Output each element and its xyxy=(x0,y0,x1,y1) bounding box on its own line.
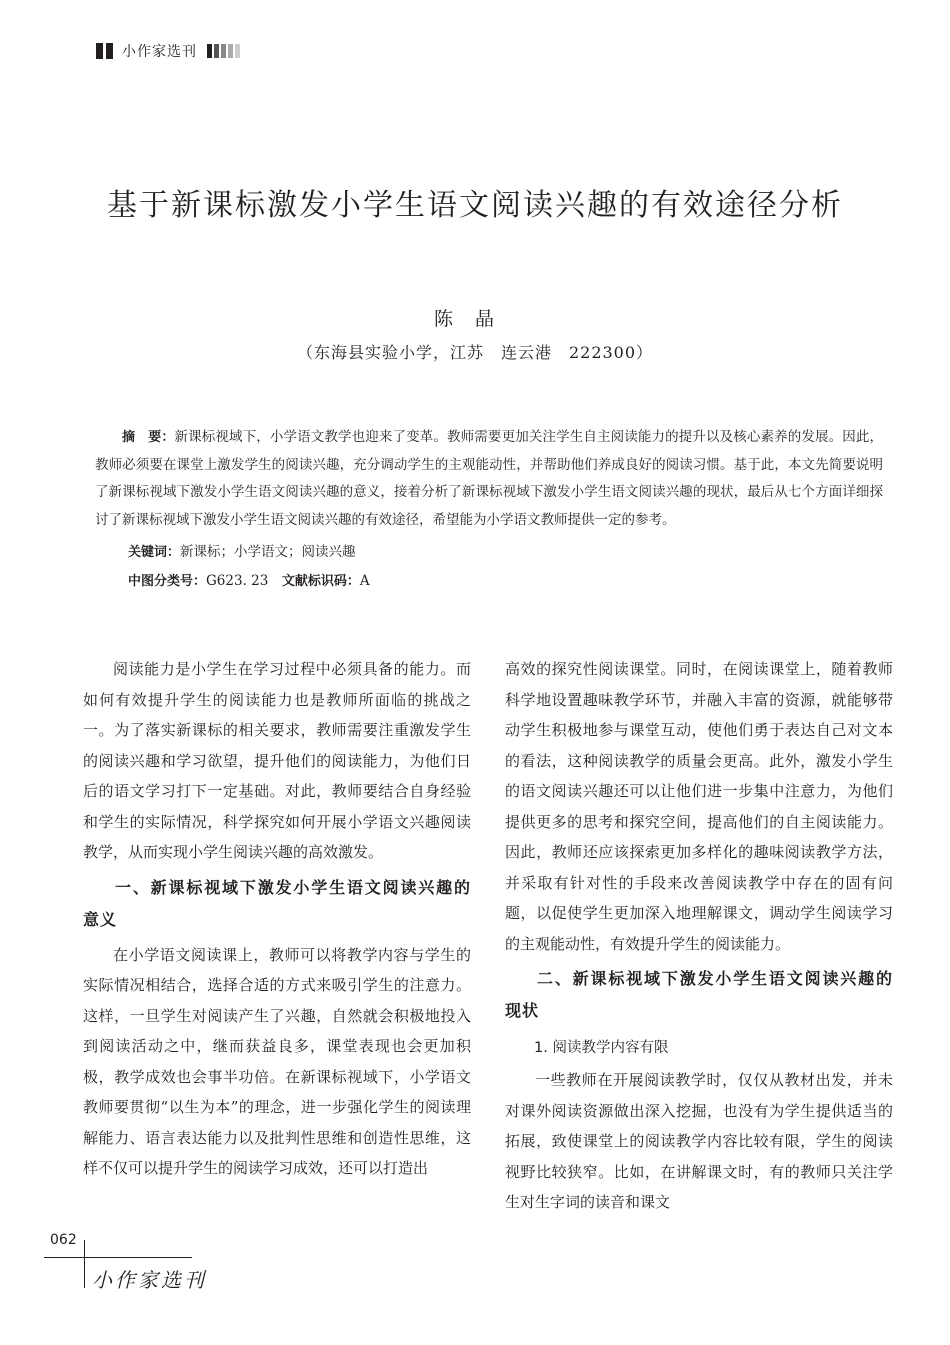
classification-line xyxy=(95,567,883,596)
body-paragraph: 在小学语文阅读课上，教师可以将教学内容与学生的实际情况相结合，选择合适的方式来吸引学生的注意力。这样，一旦学生对阅读产生了兴趣，自然就会积极地投入到阅读活动之中，继而获益良多，课堂表现也会更加积极，教学成效也会事半功倍。在新课标视域下，小学语文教师要贯彻“以生为本”的理念，进一步强化学生的阅读理解能力、语言表达能力以及批判性思维和创造性思维，这样不仅可以提升学生的阅读学习成效，还可以打造出 xyxy=(83,945,471,1177)
doc-code-label: 文献标识码： xyxy=(281,574,360,589)
header-stripe-mark xyxy=(228,44,233,58)
doc-code-value: A xyxy=(359,573,370,589)
footer-rule xyxy=(44,1257,192,1258)
page-number: 062 xyxy=(50,1232,77,1248)
header-bar-mark xyxy=(106,43,113,59)
section-heading-1: 一、新课标视域下激发小学生语文阅读兴趣的意义 xyxy=(83,877,471,929)
left-column xyxy=(83,654,471,1184)
abstract-block xyxy=(95,424,883,596)
body-paragraph: 高效的探究性阅读课堂。同时，在阅读课堂上，随着教师科学地设置趣味教学环节，并融入丰富的资源，就能够带动学生积极地参与课堂互动，使他们勇于表达自己对文本的看法，这种阅读教学的质量会更高。此外，激发小学生的语文阅读兴趣还可以让他们进一步集中注意力，为他们提供更多的思考和探究空间，提高他们的自主阅读能力。因此，教师还应该探索更加多样化的趣味阅读教学方法，并采取有针对性的手段来改善阅读教学中存在的固有问题，以促使学生更加深入地理解课文，调动学生阅读学习的主观能动性，有效提升学生的阅读能力。 xyxy=(505,660,893,953)
section-heading-2: 二、新课标视域下激发小学生语文阅读兴趣的现状 xyxy=(505,969,893,1020)
subsection-heading-1: 1. 阅读教学内容有限 xyxy=(534,1040,669,1056)
body-paragraph: 阅读能力是小学生在学习过程中必须具备的能力。而如何有效提升学生的阅读能力也是教师所面临的挑战之一。为了落实新课标的相关要求，教师需要注重激发学生的阅读兴趣和学习欲望，提升他们的阅读能力，为他们日后的语文学习打下一定基础。对此，教师要结合自身经验和学生的实际情况，科学探究如何开展小学语文兴趣阅读教学，从而实现小学生阅读兴趣的高效激发。 xyxy=(83,660,471,861)
right-column xyxy=(505,654,893,1218)
clc-value: G623. 23 xyxy=(206,573,269,589)
footer-brand-logo: 小作家选刊 xyxy=(92,1268,207,1292)
keywords-line xyxy=(95,538,883,567)
journal-name: 小作家选刊 xyxy=(122,44,197,60)
keywords-label: 关键词： xyxy=(128,545,181,560)
footer-vertical-rule xyxy=(84,1240,85,1288)
header-bar-mark xyxy=(96,43,103,59)
header-stripe-mark xyxy=(221,44,226,58)
article-title: 基于新课标激发小学生语文阅读兴趣的有效途径分析 xyxy=(107,188,843,223)
header-stripe-mark xyxy=(207,44,212,58)
abstract-text: 新课标视域下，小学语文教学也迎来了变革。教师需要更加关注学生自主阅读能力的提升以及核心素养的发展。因此，教师必须要在课堂上激发学生的阅读兴趣，充分调动学生的主观能动性，并帮助他们养成良好的阅读习惯。基于此，本文先简要说明了新课标视域下激发小学生语文阅读兴趣的意义，接着分析了新课标视域下激发小学生语文阅读兴趣的现状，最后从七个方面详细探讨了新课标视域下激发小学生语文阅读兴趣的有效途径，希望能为小学语文教师提供一定的参考。 xyxy=(95,429,883,528)
abstract-label: 摘 要： xyxy=(122,430,175,445)
body-paragraph: 一些教师在开展阅读教学时，仅仅从教材出发，并未对课外阅读资源做出深入挖掘，也没有为学生提供适当的拓展，致使课堂上的阅读教学内容比较有限，学生的阅读视野比较狭窄。比如，在讲解课文时，有的教师只关注学生对生字词的读音和课文 xyxy=(505,1071,893,1211)
keywords-text: 新课标；小学语文；阅读兴趣 xyxy=(180,544,356,560)
header-stripe-mark xyxy=(235,44,240,58)
clc-label: 中图分类号： xyxy=(128,574,207,589)
author-name: 陈晶 xyxy=(433,308,516,330)
header-stripe-mark xyxy=(214,44,219,58)
running-header xyxy=(96,40,242,62)
abstract-paragraph xyxy=(95,424,883,534)
author-affiliation: （东海县实验小学，江苏 连云港 222300） xyxy=(296,343,654,362)
